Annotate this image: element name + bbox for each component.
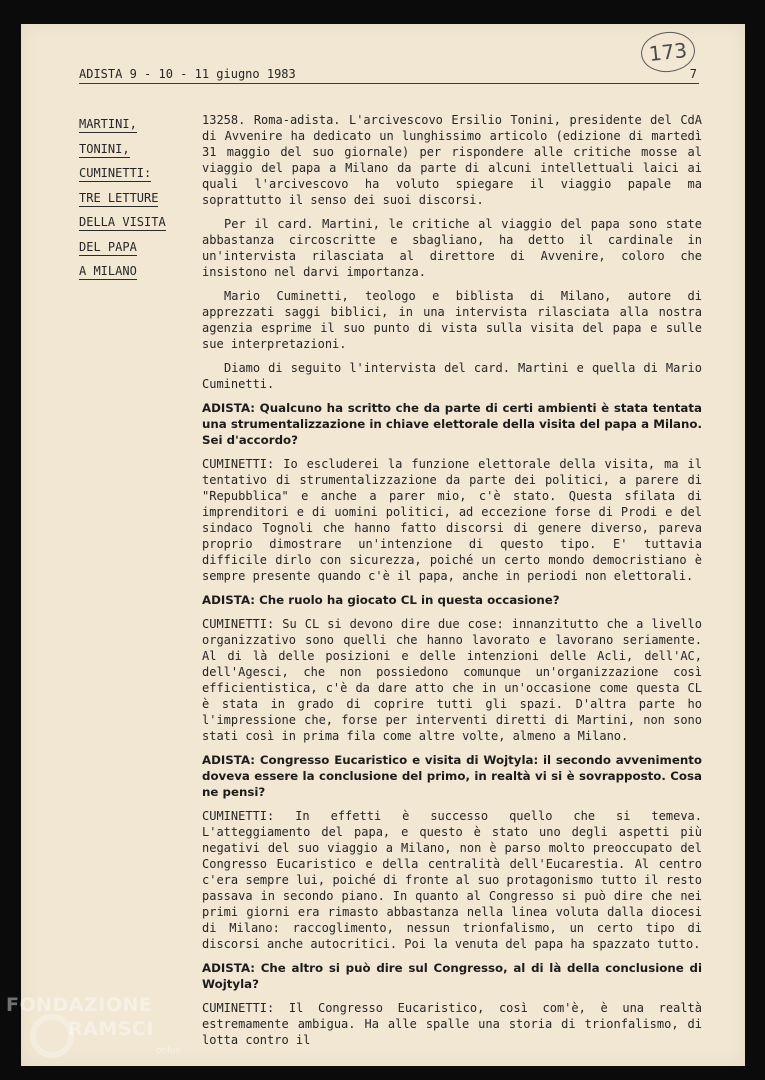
- article-paragraph: Mario Cuminetti, teologo e biblista di Milano, autore di apprezzati saggi biblici, in una intervista rilasciata alla nostra agenzia esprime il suo punto di vista sulla visita del papa e sulle sue interpretazioni.: [202, 289, 702, 351]
- interview-question: ADISTA: Che altro si può dire sul Congresso, al di là della conclusione di Wojtyla?: [202, 961, 702, 991]
- side-title-line: DEL PAPA: [79, 239, 137, 254]
- side-title: [79, 112, 169, 284]
- running-header: [79, 66, 699, 84]
- interview-answer: CUMINETTI: Su CL si devono dire due cose: innanzitutto che a livello organizzativo sono quelli che hanno lavorato e lavorano seriamente. Al di là delle posizioni e delle intenzioni delle Acli, dell'AC, dell'Agesci, che non possiedono comunque un'organizzazione così efficientistica, c'è da dare atto che in un'occasione come questa CL è stata in grado di coprire tutti gli spazi. D'altra parte ho l'impressione che, forse per interventi diretti di Martini, non sono stati così in prima fila come altre volte, almeno a Milano.: [202, 617, 702, 743]
- side-title-line: DELLA VISITA: [79, 215, 166, 229]
- interview-answer: CUMINETTI: Io escluderei la funzione elettorale della visita, ma il tentativo di strumentalizzazione da parte dei politici, a parere di "Repubblica" e anche a parer mio, c'è stato. Questa sfilata di imprenditori e di uomini politici, ad eccezione forse di Prodi e del sindaco Tognoli che hanno fatto discorsi di genere diverso, pareva proprio dimostrare un'intenzione di questo tipo. E' tuttavia difficile dirlo con sicurezza, poiché un certo mondo democristiano è sempre presente quando c'è il papa, anche in periodi non elettorali.: [202, 457, 702, 583]
- page-number: 7: [689, 67, 697, 81]
- running-title: ADISTA 9 - 10 - 11 giugno 1983: [79, 67, 296, 81]
- article-paragraph: Per il card. Martini, le critiche al viaggio del papa sono state abbastanza circoscritte e sbagliano, ha detto il cardinale in un'intervista rilasciata al direttore di Avvenire, coloro che insistono nel darvi importanza.: [202, 217, 702, 279]
- side-title-line: TRE LETTURE: [79, 190, 159, 205]
- side-title-line: A MILANO: [79, 264, 137, 278]
- interview-question: ADISTA: Qualcuno ha scritto che da parte di certi ambienti è stata tentata una strumentalizzazione in chiave elettorale della visita del papa a Milano. Sei d'accordo?: [202, 401, 702, 447]
- archive-stamp: 173: [639, 29, 697, 74]
- document-page: [21, 24, 745, 1066]
- interview-answer: CUMINETTI: Il Congresso Eucaristico, così com'è, è una realtà estremamente ambigua. Ha alle spalle una storia di trionfalismo, di lotta contro il: [202, 1001, 702, 1047]
- side-title-line: MARTINI,: [79, 117, 137, 131]
- article-paragraph: Diamo di seguito l'intervista del card. Martini e quella di Mario Cuminetti.: [202, 361, 702, 391]
- article-lead-paragraph: 13258. Roma-adista. L'arcivescovo Ersilio Tonini, presidente del CdA di Avvenire ha dedicato un lunghissimo articolo (edizione di martedì 31 maggio del suo giornale) per rispondere alle critiche mosse al viaggio del papa a Milano da parte di alcuni intellettuali laici ai quali l'arcivescovo ha voluto spiegare il viaggio papale ma soprattutto il senso dei suoi discorsi.: [202, 113, 702, 207]
- interview-answer: CUMINETTI: In effetti è successo quello che si temeva. L'atteggiamento del papa, e questo è stato uno degli aspetti più negativi del suo viaggio a Milano, non è parso molto preoccupato del Congresso Eucaristico e della centralità dell'Eucarestia. Al centro c'era sempre lui, poiché di fronte al suo protagonismo tutto il resto passava in secondo piano. In quanto al Congresso si può dire che nei primi giorni era rimasto abbastanza nella linea voluta dalla diocesi di Milano: raccoglimento, nessun trionfalismo, un certo tipo di discorsi anche autocritici. Poi la venuta del papa ha spazzato tutto.: [202, 809, 702, 951]
- watermark-sub: onlus: [156, 1046, 181, 1056]
- interview-question: ADISTA: Congresso Eucaristico e visita di Wojtyla: il secondo avvenimento doveva essere la conclusione del primo, in realtà vi si è sovrapposto. Cosa ne pensi?: [202, 753, 702, 799]
- side-title-line: TONINI,: [79, 141, 130, 156]
- interview-question: ADISTA: Che ruolo ha giocato CL in questa occasione?: [202, 593, 560, 607]
- watermark-line2: RAMSCI: [68, 1018, 154, 1040]
- side-title-line: CUMINETTI:: [79, 166, 152, 180]
- article-body: [202, 112, 702, 1048]
- watermark-line1: FONDAZIONE: [6, 994, 153, 1016]
